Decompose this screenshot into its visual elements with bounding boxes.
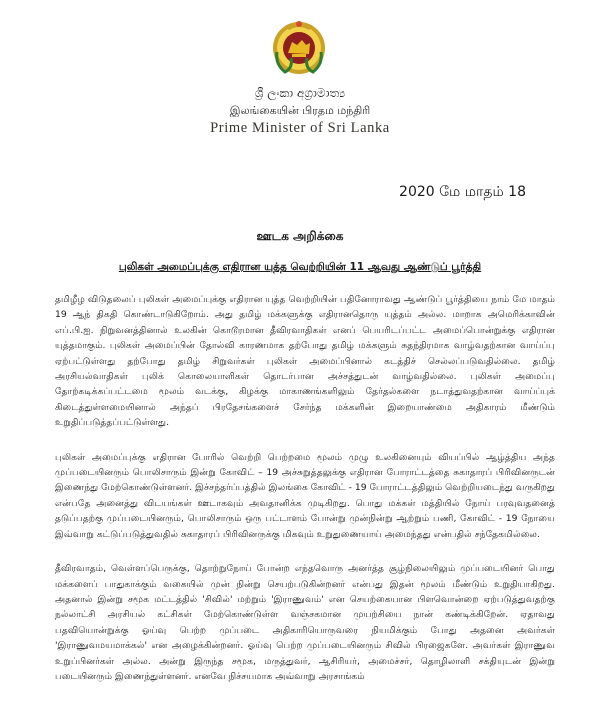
english-title: Prime Minister of Sri Lanka xyxy=(210,120,390,136)
subject-text: புலிகள் அமைப்புக்கு எதிரான யுத்த வெற்றியின் 11 ஆவது ஆண்டுப் பூர்த்தி xyxy=(118,261,482,273)
sinhala-title: ශ්‍රී ලංකා අග්‍රාමාත්‍ය xyxy=(254,86,346,100)
subject-line xyxy=(0,261,600,274)
release-date: 2020 மே மாதம் 18 xyxy=(399,184,526,200)
tamil-title: இலங்கையின் பிரதம மந்திரி xyxy=(229,104,371,117)
sri-lanka-emblem-icon xyxy=(271,18,327,80)
body-text xyxy=(55,292,555,703)
paragraph-2: புலிகள் அமைப்புக்கு எதிரான போரில் வெற்றி பெற்றமை மூலம் முழு உலகினையும் வியப்பில் ஆழ்த்திய அந்த முப்படையினரும் பொலிசாரும் இன்று கோவிட் – 19 அச்சுறுத்தலுக்கு எதிரான போராட்டத்தை சுகாதாரப் பிரிவினருடன் இணைந்து மேற்கொண்டுள்ளனர். இச்சந்தர்ப்பத்தில் இலங்கை கோவிட் - 19 போராட்டத்திலும் வெற்றியடைந்து வருகிறது என்பதே அனைத்து விடயங்கள் ஊடாகவும் அவதானிக்க முடிகிறது. பொது மக்கள் மத்தியில் நோய் பரவுவதனைத் தடுப்பதற்கு முப்படையினரும், பொலிசாரும் ஒரு பட்டாளம் போன்று முன்நின்று ஆற்றும் பணி, கோவிட் - 19 நோயை இவ்வாறு கட்டுப்படுத்துவதில் சுகாதாரப் பிரிவினருக்கு மிகவும் உறுதுணையாய் அமைந்தது என்பதில் சந்தேகமில்லை. xyxy=(55,451,555,540)
document-title: ஊடக அறிக்கை xyxy=(256,229,344,243)
paragraph-3: தீவிரவாதம், வெள்ளப்பெருக்கு, தொற்றுநோய் போன்ற எந்தவொரு அனர்த்த சூழ்நிலையிலும் முப்படையினர் பொது மக்களைப் பாதுகாக்கும் வகையில் முன் நின்று செயற்படுகின்றனர் என்பது இதன் மூலம் மீண்டும் உறுதியாகிறது. அதனால் இன்று சமூக மட்டத்தில் 'சிவில்' மற்றும் 'இராணுவம்' என செயற்கையான பிளவொன்றை ஏற்படுத்துவதற்கு நல்லாட்சி அரசியல் கட்சிகள் மேற்கொண்டுள்ள வஞ்சகமான முயற்சியை நான் கண்டிக்கிறேன். ஏதாவது பதவியொன்றுக்கு ஓய்வு பெற்ற முப்படை அதிகாரியொருவரை நியமிக்கும் போது அதனை அவர்கள் 'இராணுவமயமாக்கல்' என அழைக்கின்றனர். ஓய்வு பெற்ற முப்படையினரும் சிவில் பிரஜைகளே. அவர்கள் இராணுவ உறுப்பினர்கள் அல்ல. அன்று இருந்த சமூக, மருத்துவர், ஆசிரியர், அமைச்சர், தொழிலாளி சக்தியுடன் இன்று படையினரும் இணைந்துள்ளனர். எனவே நிச்சயமாக அவ்வாறு அரசாங்கம் xyxy=(55,563,555,682)
paragraph-1: தமிழீழ விடுதலைப் புலிகள் அமைப்புக்கு எதிரான யுத்த வெற்றியின் பதினோராவது ஆண்டுப் பூர்த்தியை நாம் மே மாதம் 19 ஆந் திகதி கொண்டாடுகிறோம். அது தமிழ் மக்களுக்கு எதிரானதொரு யுத்தம் அல்ல. மாறாக அமெரிக்காவின் எப்.பி.ஐ. நிறுவனத்தினால் உலகின் கொடூரமான தீவிரவாதிகள் எனப் பெயரிடப்பட்ட அமைப்பொன்றுக்கு எதிரான யுத்தமாகும். புலிகள் அமைப்பின் தோல்வி காரணமாக தற்போது தமிழ் மக்களும் சுதந்திரமாக வாழ்வதற்கான வாய்ப்பு ஏற்பட்டுள்ளது தற்போது தமிழ் சிறுவர்கள் புலிகள் அமைப்பினால் கடத்திச் செல்லப்படுவதில்லை. தமிழ் அரசியல்வாதிகள் புலிக் கொலையாளிகள் தொடர்பான அச்சத்துடன் வாழ்வதில்லை. புலிகள் அமைப்பு தோற்கடிக்கப்பட்டமை மூலம் வடக்கு, கிழக்கு மாகாணங்களிலும் தேர்தல்களை நடாத்துவதற்கான வாய்ப்புக் கிடைத்துள்ளமையினால் அந்தப் பிரதேசங்களைச் சேர்ந்த மக்களின் இறையாண்மை அதிகாரம் மீண்டும் உறுதிப்படுத்தப்பட்டுள்ளது. xyxy=(55,294,555,429)
